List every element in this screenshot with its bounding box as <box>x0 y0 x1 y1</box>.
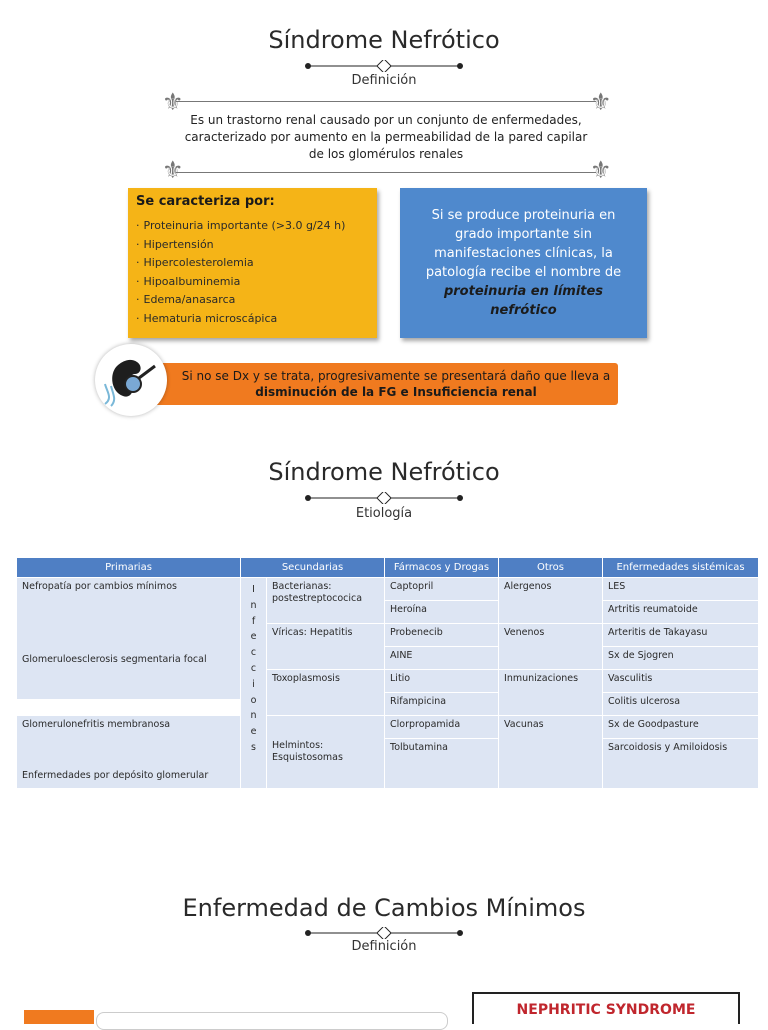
ornament-divider <box>0 57 768 69</box>
table-cell: Sarcoidosis y Amiloidosis <box>603 739 759 789</box>
fleur-icon: ⚜ <box>590 156 612 184</box>
definition-text: Es un trastorno renal causado por un conjunto de enfermedades, caracterizado por aumento en la permeabilidad de la pared capilar de los glomérulos renales <box>184 112 588 161</box>
ornament-divider <box>0 924 768 936</box>
table-cell: Rifampicina <box>385 693 499 716</box>
orange-shape <box>24 1010 94 1024</box>
definition-box <box>176 101 596 173</box>
proteinuria-box <box>400 188 647 338</box>
table-cell: Colitis ulcerosa <box>603 693 759 716</box>
nephritic-syndrome-image: NEPHRITIC SYNDROME <box>472 992 740 1024</box>
table-cell: Tolbutamina <box>385 739 499 789</box>
table-cell: Sx de Sjogren <box>603 647 759 670</box>
column-header: Otros <box>499 558 603 578</box>
section3-subtitle: Definición <box>351 939 417 954</box>
proteinuria-term: proteinuria en límites nefrótico <box>443 284 604 318</box>
table-cell: AINE <box>385 647 499 670</box>
table-cell: Venenos <box>499 624 603 670</box>
table-cell: Glomeruloesclerosis segmentaria focal <box>17 654 241 700</box>
list-item: · Hematuria microscápica <box>136 310 369 329</box>
primaria-item: Enfermedades por depósito glomerular <box>22 770 209 781</box>
column-header: Fármacos y Drogas <box>385 558 499 578</box>
table-cell: Bacterianas: postestreptococica <box>267 578 385 624</box>
warning-banner <box>150 363 618 405</box>
proteinuria-text: Si se produce proteinuria en grado importante sin manifestaciones clínicas, la patología recibe el nombre de <box>425 208 622 280</box>
table-cell: Captopril <box>385 578 499 601</box>
table-cell: Vasculitis <box>603 670 759 693</box>
fleur-icon: ⚜ <box>590 88 612 116</box>
table-cell: Artritis reumatoide <box>603 601 759 624</box>
column-header: Primarias <box>17 558 241 578</box>
table-cell: Litio <box>385 670 499 693</box>
table-cell: Alergenos <box>499 578 603 624</box>
table-row <box>17 670 759 693</box>
infecciones-vertical-label: I n f e c c i o n e s <box>241 578 267 789</box>
section2-title: Síndrome Nefrótico <box>268 458 500 486</box>
characteristics-heading: Se caracteriza por: <box>136 194 275 209</box>
list-item: · Hipertensión <box>136 236 369 255</box>
table-cell <box>17 716 241 789</box>
table-cell: LES <box>603 578 759 601</box>
warning-text: Si no se Dx y se trata, progresivamente se presentará daño que lleva a <box>181 369 611 383</box>
table-cell: Probenecib <box>385 624 499 647</box>
section2-subtitle: Etiología <box>355 506 413 521</box>
fleur-icon: ⚜ <box>162 156 184 184</box>
table-cell: Clorpropamida <box>385 716 499 739</box>
table-cell: Sx de Goodpasture <box>603 716 759 739</box>
fleur-icon: ⚜ <box>162 88 184 116</box>
column-header: Enfermedades sistémicas <box>603 558 759 578</box>
ornament-divider <box>0 489 768 501</box>
table-header-row <box>17 558 759 578</box>
table-cell: Toxoplasmosis <box>267 670 385 716</box>
section1-subtitle: Definición <box>351 73 417 88</box>
list-item: · Hipoalbuminemia <box>136 273 369 292</box>
list-item: · Proteinuria importante (>3.0 g/24 h) <box>136 217 369 236</box>
etiology-table <box>16 557 759 789</box>
text-box <box>96 1012 448 1030</box>
characteristics-list <box>136 217 369 328</box>
section1-title: Síndrome Nefrótico <box>268 26 500 54</box>
section3-title: Enfermedad de Cambios Mínimos <box>182 894 586 922</box>
list-item: · Edema/anasarca <box>136 291 369 310</box>
table-row <box>17 716 759 739</box>
column-header: Secundarias <box>241 558 385 578</box>
table-row <box>17 578 759 601</box>
table-cell: Helmintos: Esquistosomas <box>267 716 385 789</box>
table-cell: Nefropatía por cambios mínimos <box>17 578 241 670</box>
table-cell: Víricas: Hepatitis <box>267 624 385 670</box>
list-item: · Hipercolesterolemia <box>136 254 369 273</box>
primaria-item: Glomerulonefritis membranosa <box>22 719 171 730</box>
table-cell: Heroína <box>385 601 499 624</box>
table-cell: Arteritis de Takayasu <box>603 624 759 647</box>
kidney-magnifier-icon <box>95 344 167 416</box>
table-cell: Vacunas <box>499 716 603 789</box>
characteristics-box <box>128 188 377 338</box>
warning-bold: disminución de la FG e Insuficiencia renal <box>255 385 537 399</box>
table-cell: Inmunizaciones <box>499 670 603 716</box>
